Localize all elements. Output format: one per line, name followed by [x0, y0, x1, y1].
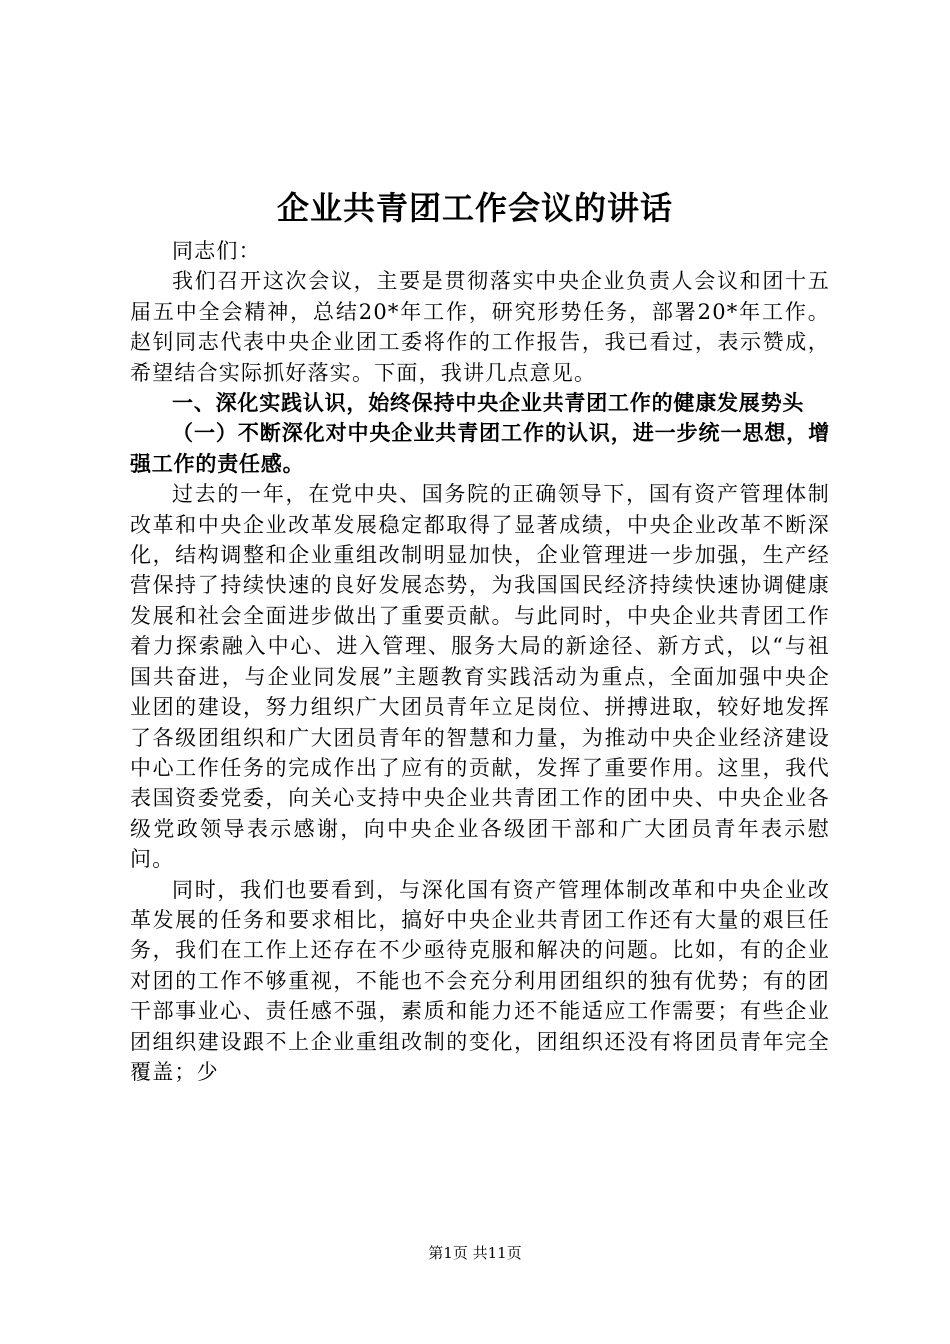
paragraph-review: 过去的一年，在党中央、国务院的正确领导下，国有资产管理体制改革和中央企业改革发展稳定都取得了显著成绩，中央企业改革不断深化，结构调整和企业重组改制明显加快，企业管理进一步加强，生产经营保持了持续快速的良好发展态势，为我国国民经济持续快速协调健康发展和社会全面进步做出了重要贡献。与此同时，中央企业共青团工作着力探索融入中心、进入管理、服务大局的新途径、新方式，以“与祖国共奋进，与企业同发展”主题教育实践活动为重点，全面加强中央企业团的建设，努力组织广大团员青年立足岗位、拼搏进取，较好地发挥了各级团组织和广大团员青年的智慧和力量，为推动中央企业经济建设中心工作任务的完成作出了应有的贡献，发挥了重要作用。这里，我代表国资委党委，向关心支持中央企业共青团工作的团中央、中央企业各级党政领导表示感谢，向中央企业各级团干部和广大团员青年表示慰问。	[130, 482, 830, 872]
paragraph-problems: 同时，我们也要看到，与深化国有资产管理体制改革和中央企业改革发展的任务和要求相比，搞好中央企业共青团工作还有大量的艰巨任务，我们在工作上还存在不少亟待克服和解决的问题。比如，有的企业对团的工作不够重视，不能也不会充分利用团组织的独有优势；有的团干部事业心、责任感不强，素质和能力还不能适应工作需要；有些企业团组织建设跟不上企业重组改制的变化，团组织还没有将团员青年完全覆盖；少	[130, 877, 830, 1084]
document-body	[130, 236, 830, 1087]
paragraph-intro: 我们召开这次会议，主要是贯彻落实中央企业负责人会议和团十五届五中全会精神，总结20*年工作，研究形势任务，部署20*年工作。赵钊同志代表中央企业团工委将作的工作报告，我已看过，表示赞成，希望结合实际抓好落实。下面，我讲几点意见。	[130, 269, 830, 385]
section-heading-1: 一、深化实践认识，始终保持中央企业共青团工作的健康发展势头	[172, 391, 805, 416]
document-title: 企业共青团工作会议的讲话	[276, 189, 673, 227]
page-number-footer: 第1页 共11页	[428, 1244, 522, 1262]
salutation: 同志们：	[172, 239, 261, 263]
subsection-heading-1: （一）不断深化对中央企业共青团工作的认识，进一步统一思想，增强工作的责任感。	[130, 421, 830, 476]
